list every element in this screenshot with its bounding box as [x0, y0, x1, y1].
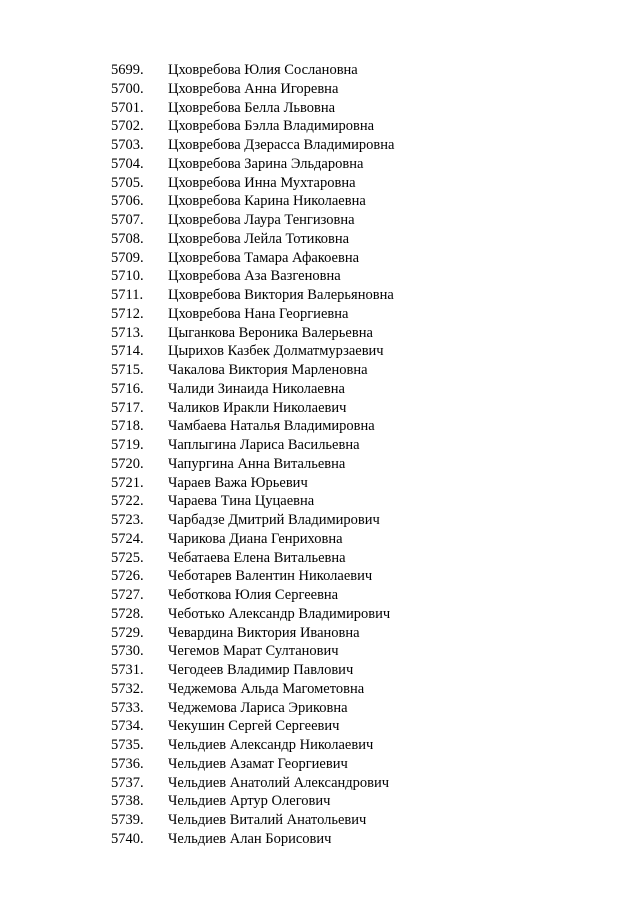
entry-name: Чекушин Сергей Сергеевич — [168, 718, 340, 735]
list-item — [111, 511, 394, 530]
entry-number: 5734. — [111, 718, 144, 735]
entry-name: Цховребова Белла Львовна — [168, 99, 336, 116]
entry-name: Цховребова Тамара Афакоевна — [168, 249, 360, 266]
entry-name: Чельдиев Артур Олегович — [168, 793, 331, 810]
entry-number: 5711. — [111, 287, 144, 303]
list-item — [111, 680, 394, 699]
list-item — [111, 192, 394, 211]
entry-name: Чеботько Александр Владимирович — [168, 605, 391, 622]
entry-name: Цховребова Лейла Тотиковна — [168, 230, 350, 247]
list-item — [111, 492, 394, 511]
entry-number: 5709. — [111, 249, 144, 266]
entry-number: 5738. — [111, 793, 144, 810]
list-item — [111, 830, 394, 849]
entry-name: Чеботкова Юлия Сергеевна — [168, 587, 339, 603]
entry-name: Цховребова Нана Георгиевна — [168, 305, 349, 322]
list-item — [111, 174, 394, 193]
entry-name: Чевардина Виктория Ивановна — [168, 624, 360, 641]
list-item — [111, 736, 394, 755]
entry-name: Чаплыгина Лариса Васильевна — [168, 437, 360, 453]
list-item — [111, 605, 394, 624]
entry-name: Цырихов Казбек Долматмурзаевич — [168, 343, 384, 360]
entry-number: 5719. — [111, 437, 144, 453]
entry-name: Цховребова Анна Игоревна — [168, 80, 339, 97]
list-item — [111, 136, 394, 155]
list-item — [111, 80, 394, 99]
list-item — [111, 586, 394, 605]
entry-name: Цховребова Инна Мухтаровна — [168, 174, 356, 191]
entry-name: Чаликов Иракли Николаевич — [168, 399, 347, 416]
list-item — [111, 380, 394, 399]
entry-name: Цховребова Аза Вазгеновна — [168, 268, 341, 285]
entry-name: Чельдиев Анатолий Александрович — [168, 774, 390, 791]
entry-number: 5704. — [111, 155, 144, 172]
entry-number: 5724. — [111, 530, 144, 547]
list-item — [111, 61, 394, 80]
list-item — [111, 249, 394, 268]
entry-name: Цховребова Юлия Сослановна — [168, 62, 358, 78]
entry-number: 5730. — [111, 643, 144, 660]
entry-name: Цыганкова Вероника Валерьевна — [168, 324, 373, 341]
entry-number: 5713. — [111, 324, 144, 341]
entry-number: 5732. — [111, 680, 144, 697]
entry-number: 5731. — [111, 662, 144, 678]
entry-number: 5700. — [111, 80, 144, 97]
entry-name: Цховребова Зарина Эльдаровна — [168, 155, 364, 172]
entry-number: 5725. — [111, 549, 144, 566]
entry-name: Чеджемова Лариса Эриковна — [168, 699, 348, 716]
entry-name: Чапургина Анна Витальевна — [168, 455, 346, 472]
name-list — [111, 61, 394, 849]
list-item — [111, 717, 394, 736]
list-item — [111, 474, 394, 493]
entry-number: 5712. — [111, 305, 144, 322]
entry-number: 5740. — [111, 830, 144, 847]
entry-number: 5699. — [111, 62, 144, 78]
entry-name: Чалиди Зинаида Николаевна — [168, 380, 345, 397]
entry-name: Чельдиев Азамат Георгиевич — [168, 755, 348, 772]
entry-number: 5718. — [111, 418, 144, 435]
entry-name: Чакалова Виктория Марленовна — [168, 362, 368, 378]
entry-name: Чельдиев Александр Николаевич — [168, 737, 374, 753]
entry-number: 5716. — [111, 380, 144, 397]
entry-name: Цховребова Бэлла Владимировна — [168, 118, 375, 135]
entry-number: 5702. — [111, 118, 144, 135]
entry-number: 5733. — [111, 699, 144, 716]
entry-number: 5727. — [111, 587, 144, 603]
entry-number: 5707. — [111, 212, 144, 228]
entry-name: Чеботарев Валентин Николаевич — [168, 568, 373, 585]
entry-number: 5726. — [111, 568, 144, 585]
list-item — [111, 455, 394, 474]
entry-name: Цховребова Виктория Валерьяновна — [168, 287, 394, 303]
list-item — [111, 567, 394, 586]
entry-name: Цховребова Карина Николаевна — [168, 193, 366, 210]
list-item — [111, 642, 394, 661]
entry-name: Чеджемова Альда Магометовна — [168, 680, 365, 697]
entry-name: Чараева Тина Цуцаевна — [168, 493, 315, 510]
list-item — [111, 417, 394, 436]
entry-name: Чарикова Диана Генриховна — [168, 530, 343, 547]
entry-number: 5701. — [111, 99, 144, 116]
entry-name: Чамбаева Наталья Владимировна — [168, 418, 375, 435]
entry-name: Чегемов Марат Султанович — [168, 643, 339, 660]
entry-number: 5706. — [111, 193, 144, 210]
list-item — [111, 99, 394, 118]
list-item — [111, 661, 394, 680]
entry-number: 5703. — [111, 137, 144, 153]
list-item — [111, 436, 394, 455]
list-item — [111, 399, 394, 418]
entry-name: Чараев Важа Юрьевич — [168, 474, 308, 491]
entry-number: 5721. — [111, 474, 144, 491]
entry-number: 5714. — [111, 343, 144, 360]
entry-name: Чельдиев Алан Борисович — [168, 830, 332, 847]
list-item — [111, 699, 394, 718]
list-item — [111, 155, 394, 174]
list-item — [111, 624, 394, 643]
list-item — [111, 530, 394, 549]
entry-number: 5737. — [111, 774, 144, 791]
entry-number: 5717. — [111, 399, 144, 416]
list-item — [111, 342, 394, 361]
list-item — [111, 811, 394, 830]
entry-number: 5705. — [111, 174, 144, 191]
entry-name: Чегодеев Владимир Павлович — [168, 662, 354, 678]
entry-number: 5708. — [111, 230, 144, 247]
entry-number: 5715. — [111, 362, 144, 378]
list-item — [111, 286, 394, 305]
list-item — [111, 324, 394, 343]
list-item — [111, 267, 394, 286]
entry-name: Чельдиев Виталий Анатольевич — [168, 812, 367, 828]
entry-number: 5722. — [111, 493, 144, 510]
entry-number: 5739. — [111, 812, 144, 828]
entry-name: Цховребова Дзерасса Владимировна — [168, 137, 395, 153]
list-item — [111, 361, 394, 380]
entry-number: 5710. — [111, 268, 144, 285]
list-item — [111, 549, 394, 568]
entry-number: 5736. — [111, 755, 144, 772]
entry-number: 5735. — [111, 737, 144, 753]
entry-number: 5720. — [111, 455, 144, 472]
entry-name: Чебатаева Елена Витальевна — [168, 549, 346, 566]
entry-name: Цховребова Лаура Тенгизовна — [168, 212, 355, 228]
list-item — [111, 305, 394, 324]
entry-name: Чарбадзе Дмитрий Владимирович — [168, 512, 380, 528]
list-item — [111, 774, 394, 793]
entry-number: 5723. — [111, 512, 144, 528]
list-item — [111, 211, 394, 230]
list-item — [111, 792, 394, 811]
list-item — [111, 230, 394, 249]
entry-number: 5728. — [111, 605, 144, 622]
entry-number: 5729. — [111, 624, 144, 641]
list-item — [111, 117, 394, 136]
list-item — [111, 755, 394, 774]
